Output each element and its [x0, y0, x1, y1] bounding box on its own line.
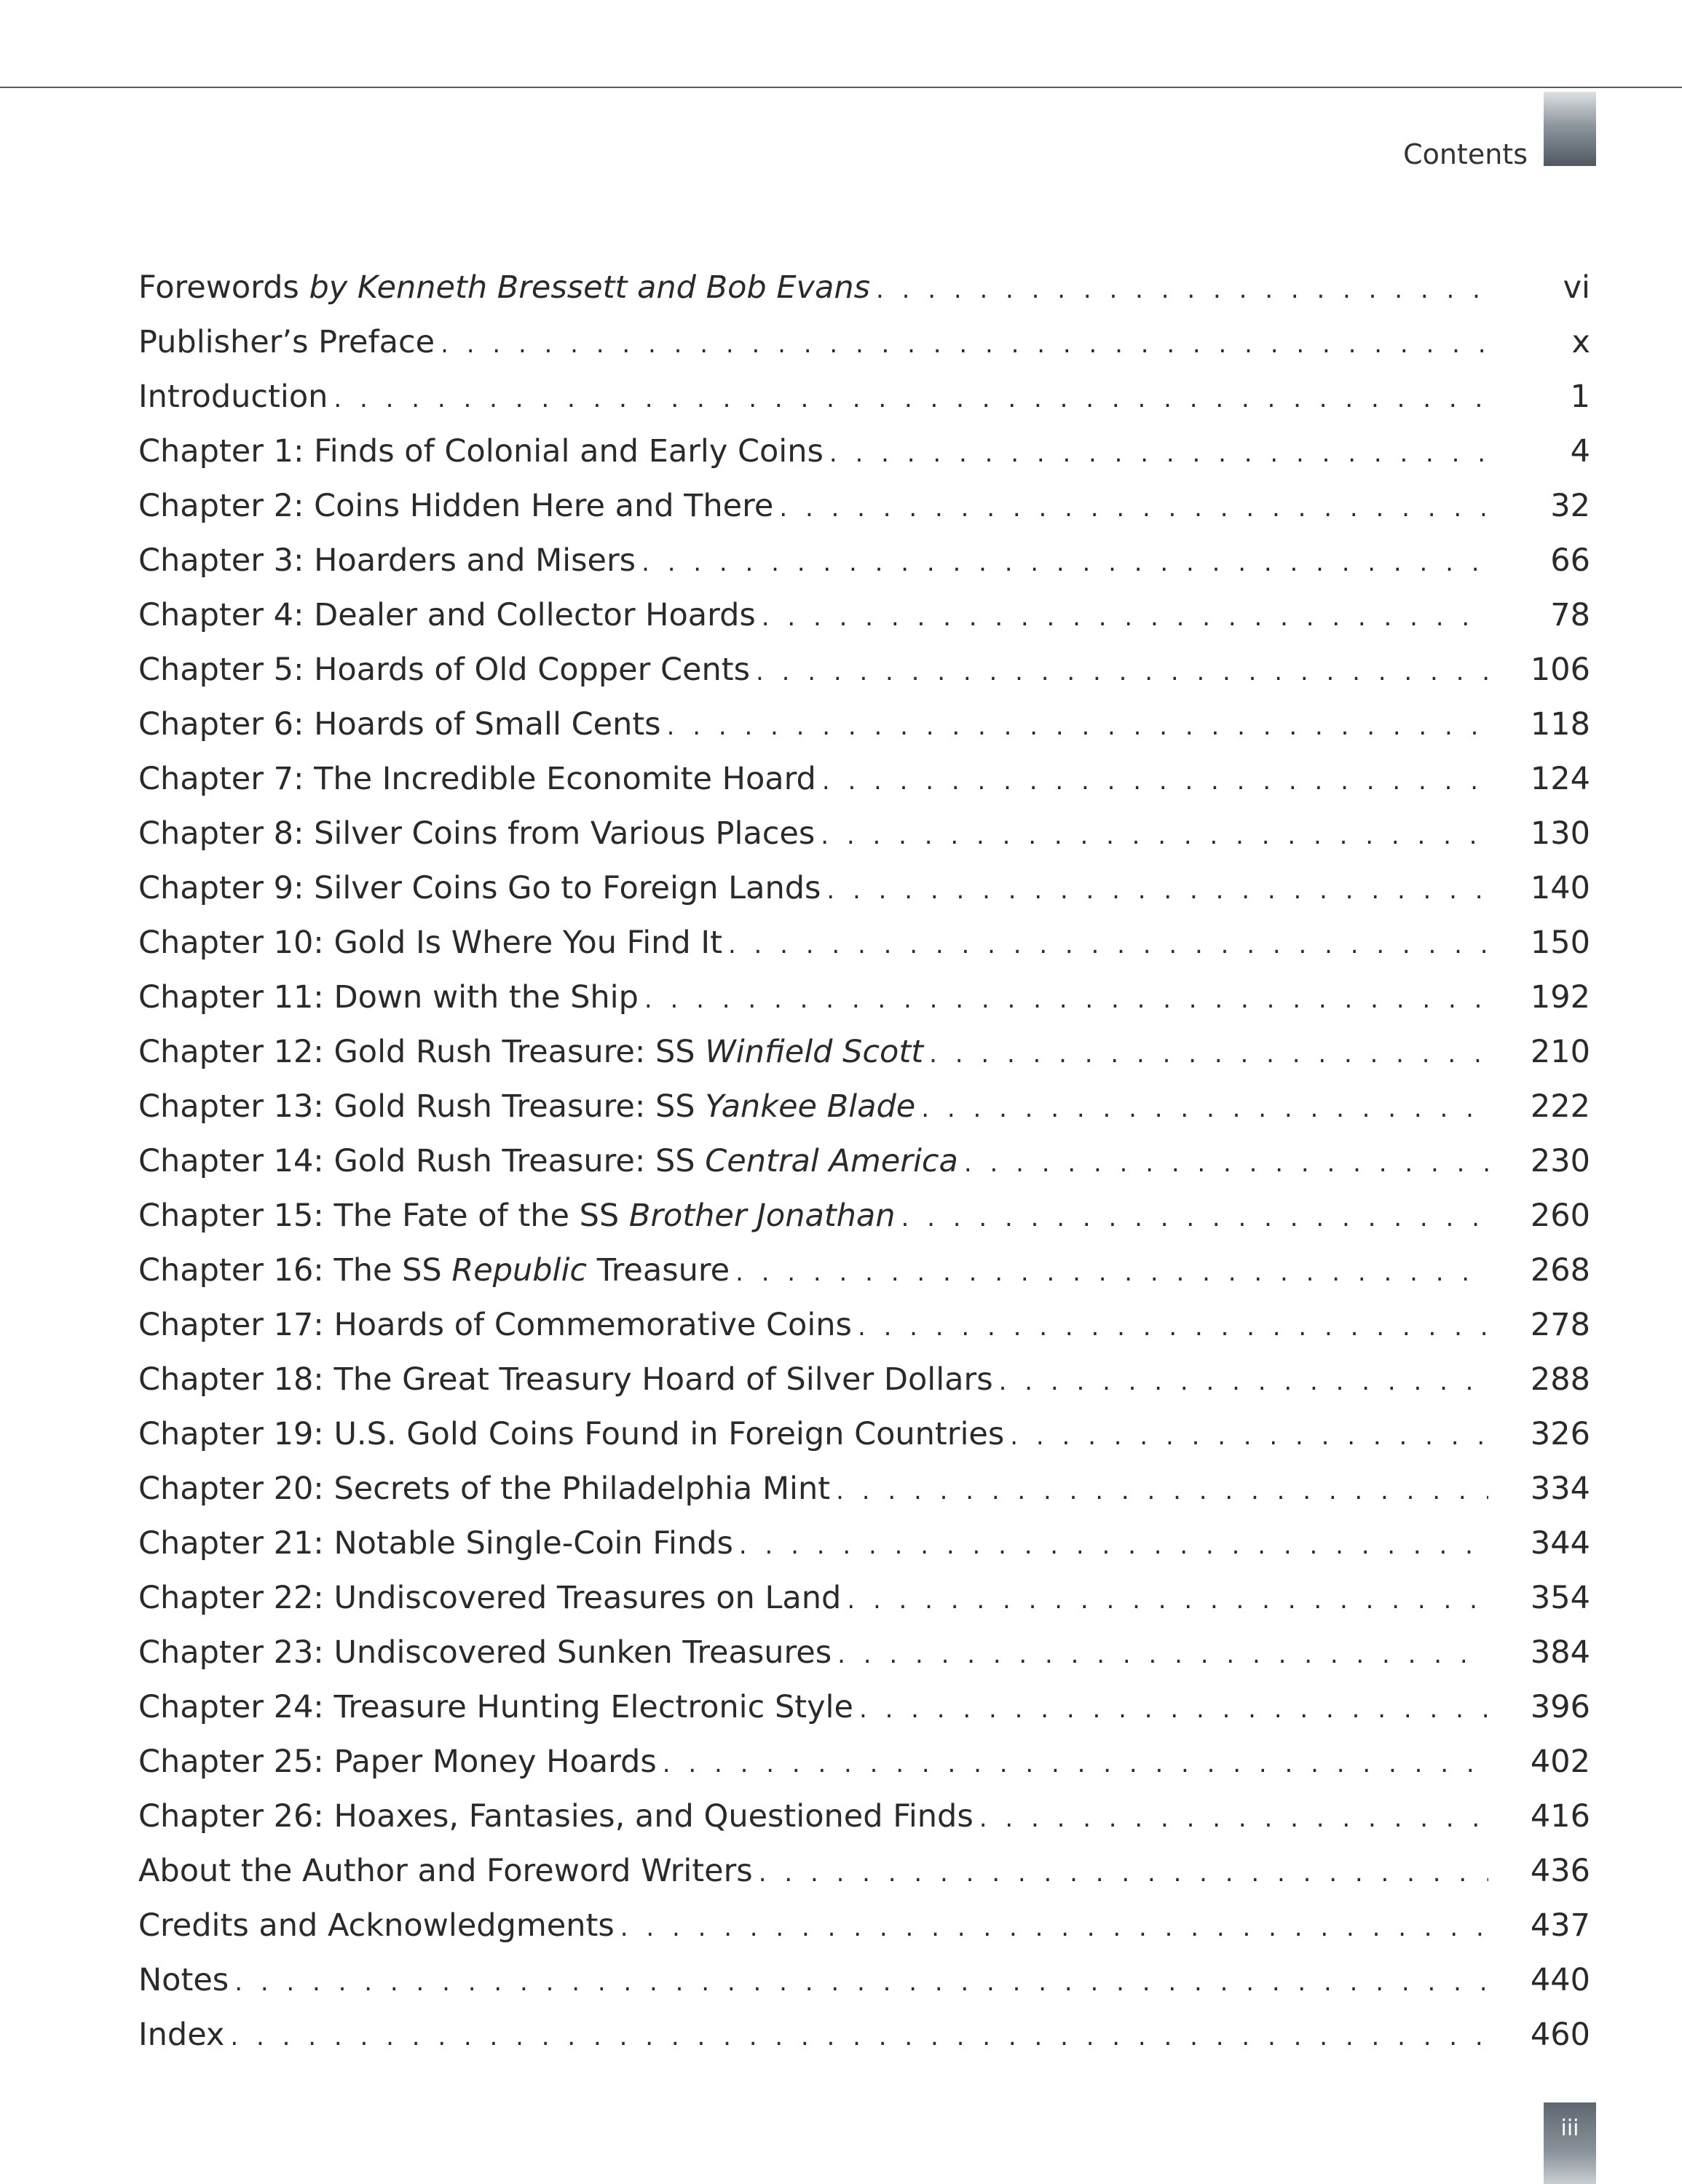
toc-entry-title-text: Chapter 24: Treasure Hunting Electronic Style [138, 1689, 853, 1725]
toc-entry-title [138, 697, 661, 752]
toc-entry-page: 268 [1530, 1252, 1590, 1289]
toc-entry-title-italic: Yankee Blade [705, 1088, 916, 1125]
running-head: Contents [1403, 138, 1528, 170]
toc-entry-title-text: Credits and Acknowledgments [138, 1907, 615, 1944]
toc-entry[interactable] [138, 916, 1590, 970]
toc-entry-title-text: Introduction [138, 379, 328, 415]
toc-entry[interactable] [138, 1025, 1590, 1080]
toc-entry-title [138, 1025, 923, 1080]
toc-entry[interactable] [138, 697, 1590, 752]
toc-entry-page: 460 [1530, 2017, 1590, 2053]
toc-entry[interactable] [138, 1735, 1590, 1789]
toc-entry[interactable] [138, 1462, 1590, 1516]
toc-entry-page: 416 [1530, 1798, 1590, 1835]
toc-entry-title-text: Forewords [138, 269, 309, 306]
toc-entry[interactable] [138, 1134, 1590, 1189]
toc-entry-title-text: Chapter 20: Secrets of the Philadelphia Mint [138, 1471, 831, 1507]
toc-entry-title [138, 315, 435, 370]
dot-leader [964, 1136, 1488, 1191]
toc-entry-page: 440 [1530, 1962, 1590, 1998]
toc-entry-page: 222 [1530, 1088, 1590, 1125]
toc-entry-title-italic: Winfield Scott [705, 1034, 924, 1070]
dot-leader [829, 427, 1488, 481]
toc-entry[interactable] [138, 1844, 1590, 1899]
toc-entry-title-text: Chapter 15: The Fate of the SS [138, 1198, 629, 1234]
dot-leader [859, 1682, 1488, 1737]
toc-entry-page: 436 [1530, 1853, 1590, 1889]
toc-entry-title-text: Chapter 1: Finds of Colonial and Early Coins [138, 433, 824, 470]
toc-entry-title [138, 588, 756, 643]
toc-entry[interactable] [138, 1353, 1590, 1407]
dot-leader [230, 2010, 1488, 2065]
toc-entry-title [138, 1680, 853, 1735]
toc-entry-title [138, 1844, 753, 1899]
header-rule [0, 87, 1682, 88]
toc-entry-title [138, 1626, 832, 1680]
toc-entry-page: 32 [1550, 488, 1590, 524]
dot-leader [663, 1737, 1488, 1792]
toc-entry-title [138, 807, 815, 861]
dot-leader [836, 1464, 1488, 1519]
toc-entry-title [138, 1735, 657, 1789]
toc-entry[interactable] [138, 424, 1590, 479]
toc-entry[interactable] [138, 1407, 1590, 1462]
toc-entry-title-text: Treasure [587, 1252, 730, 1289]
toc-entry-title-text: Chapter 18: The Great Treasury Hoard of Silver Dollars [138, 1361, 993, 1398]
toc-entry-page: 1 [1570, 379, 1590, 415]
toc-entry[interactable] [138, 861, 1590, 916]
toc-entry-page: 344 [1530, 1525, 1590, 1562]
toc-entry[interactable] [138, 1243, 1590, 1298]
toc-entry[interactable] [138, 2008, 1590, 2062]
toc-entry[interactable] [138, 261, 1590, 315]
toc-entry-title [138, 1189, 896, 1243]
toc-entry-title [138, 1462, 830, 1516]
toc-entry[interactable] [138, 1298, 1590, 1353]
toc-entry[interactable] [138, 1571, 1590, 1626]
toc-entry[interactable] [138, 479, 1590, 534]
toc-entry-title-italic: Brother Jonathan [628, 1198, 896, 1234]
toc-entry[interactable] [138, 643, 1590, 697]
toc-entry-page: 210 [1530, 1034, 1590, 1070]
toc-entry-title [138, 1899, 615, 1953]
toc-entry-title-text: Chapter 4: Dealer and Collector Hoards [138, 597, 756, 633]
toc-entry-title-text: Chapter 26: Hoaxes, Fantasies, and Questioned Finds [138, 1798, 974, 1835]
dot-leader [901, 1191, 1488, 1246]
toc-entry-title-italic: Republic [451, 1252, 588, 1289]
toc-entry-title [138, 479, 773, 534]
toc-entry-page: 326 [1530, 1416, 1590, 1452]
toc-entry-title [138, 1953, 229, 2008]
dot-leader [441, 317, 1488, 372]
dot-leader [762, 590, 1488, 645]
toc-entry[interactable] [138, 1516, 1590, 1571]
toc-entry[interactable] [138, 807, 1590, 861]
toc-entry[interactable] [138, 370, 1590, 424]
dot-leader [620, 1901, 1488, 1955]
toc-entry-title-text: Chapter 19: U.S. Gold Coins Found in Foreign Countries [138, 1416, 1005, 1452]
toc-entry-title-text: About the Author and Foreword Writers [138, 1853, 753, 1889]
toc-entry-title-text: Chapter 5: Hoards of Old Copper Cents [138, 652, 750, 688]
toc-entry-page: 118 [1530, 706, 1590, 743]
dot-leader [333, 372, 1488, 427]
toc-entry-page: x [1571, 324, 1590, 360]
dot-leader [847, 1573, 1488, 1628]
toc-entry-title [138, 2008, 224, 2062]
toc-entry-title [138, 861, 821, 916]
dot-leader [858, 1300, 1488, 1355]
toc-entry-title [138, 1516, 733, 1571]
toc-entry-title-text: Publisher’s Preface [138, 324, 435, 360]
toc-entry-title-text: Notes [138, 1962, 229, 1998]
toc-entry-title-text: Chapter 6: Hoards of Small Cents [138, 706, 661, 743]
toc-entry-title-text: Chapter 7: The Incredible Economite Hoard [138, 761, 816, 797]
dot-leader [822, 754, 1488, 809]
toc-entry-page: 354 [1530, 1580, 1590, 1616]
dot-leader [728, 918, 1488, 973]
toc-entry-title-text: Chapter 3: Hoarders and Misers [138, 542, 636, 579]
dot-leader [779, 481, 1488, 536]
folio-tab [1544, 2102, 1596, 2184]
dot-leader [929, 1027, 1488, 1082]
dot-leader [756, 645, 1488, 700]
dot-leader [821, 809, 1488, 863]
dot-leader [739, 1519, 1488, 1573]
toc-entry[interactable] [138, 752, 1590, 807]
toc-entry-title [138, 534, 636, 588]
toc-entry-page: 78 [1550, 597, 1590, 633]
toc-entry-page: vi [1563, 269, 1590, 306]
toc-entry-page: 260 [1530, 1198, 1590, 1234]
dot-leader [759, 1846, 1488, 1901]
toc-entry-title [138, 1298, 852, 1353]
toc-entry-title [138, 1407, 1004, 1462]
toc-entry-page: 130 [1530, 815, 1590, 852]
toc-entry-page: 278 [1530, 1307, 1590, 1343]
toc-entry-page: 384 [1530, 1634, 1590, 1671]
toc-entry[interactable] [138, 315, 1590, 370]
toc-entry-title [138, 1134, 958, 1189]
dot-leader [837, 1628, 1488, 1682]
dot-leader [921, 1082, 1488, 1136]
dot-leader [979, 1792, 1488, 1846]
toc-entry-title-text: Chapter 10: Gold Is Where You Find It [138, 925, 722, 961]
toc-entry-page: 140 [1530, 870, 1590, 906]
toc-entry[interactable] [138, 970, 1590, 1025]
toc-entry-page: 106 [1530, 652, 1590, 688]
toc-entry-title-text: Chapter 21: Notable Single-Coin Finds [138, 1525, 733, 1562]
toc-entry-title [138, 970, 639, 1025]
toc-entry-title-text: Chapter 12: Gold Rush Treasure: SS [138, 1034, 706, 1070]
toc-entry-title-text: Chapter 22: Undiscovered Treasures on Land [138, 1580, 842, 1616]
toc-entry[interactable] [138, 588, 1590, 643]
toc-entry-title [138, 1571, 841, 1626]
dot-leader [876, 263, 1488, 317]
toc-entry-page: 437 [1530, 1907, 1590, 1944]
toc-entry-title [138, 752, 816, 807]
toc-entry-title [138, 424, 824, 479]
toc-entry-page: 124 [1530, 761, 1590, 797]
toc-entry-page: 150 [1530, 925, 1590, 961]
toc-entry-title-text: Chapter 9: Silver Coins Go to Foreign Lands [138, 870, 821, 906]
toc-entry-title [138, 1789, 974, 1844]
dot-leader [1010, 1409, 1488, 1464]
toc-entry-title [138, 916, 722, 970]
toc-entry[interactable] [138, 1899, 1590, 1953]
toc-entry-page: 402 [1530, 1744, 1590, 1780]
toc-entry-page: 288 [1530, 1361, 1590, 1398]
toc-entry-title-italic: Central America [705, 1143, 958, 1179]
toc-entry-title-text: Chapter 23: Undiscovered Sunken Treasures [138, 1634, 832, 1671]
toc-entry-title-text: Chapter 17: Hoards of Commemorative Coins [138, 1307, 852, 1343]
toc-entry-title [138, 370, 328, 424]
dot-leader [999, 1355, 1488, 1409]
dot-leader [641, 536, 1488, 590]
toc-entry-title [138, 643, 750, 697]
toc-entry-page: 396 [1530, 1689, 1590, 1725]
dot-leader [644, 973, 1488, 1027]
dot-leader [735, 1246, 1488, 1300]
dot-leader [826, 863, 1488, 918]
toc-entry-title-text: Chapter 8: Silver Coins from Various Places [138, 815, 816, 852]
toc-entry-title-text: Chapter 14: Gold Rush Treasure: SS [138, 1143, 706, 1179]
toc-entry[interactable] [138, 1626, 1590, 1680]
page-number: iii [1560, 2116, 1579, 2141]
toc-entry-title-text: Chapter 11: Down with the Ship [138, 979, 639, 1016]
toc-entry-title [138, 1080, 915, 1134]
toc-entry-title-text: Chapter 2: Coins Hidden Here and There [138, 488, 774, 524]
header-tab-marker [1544, 92, 1596, 166]
toc-entry[interactable] [138, 534, 1590, 588]
toc-entry-page: 230 [1530, 1143, 1590, 1179]
toc-entry-title-text: Chapter 13: Gold Rush Treasure: SS [138, 1088, 706, 1125]
toc-entry[interactable] [138, 1789, 1590, 1844]
toc-entry[interactable] [138, 1680, 1590, 1735]
toc-entry-page: 4 [1570, 433, 1590, 470]
dot-leader [667, 700, 1488, 754]
toc-entry-title-text: Index [138, 2017, 225, 2053]
toc-entry-title [138, 1353, 993, 1407]
toc-entry[interactable] [138, 1080, 1590, 1134]
toc-entry-page: 334 [1530, 1471, 1590, 1507]
dot-leader [234, 1955, 1488, 2010]
table-of-contents [138, 261, 1590, 2062]
toc-entry[interactable] [138, 1953, 1590, 2008]
toc-entry-title-text: Chapter 16: The SS [138, 1252, 452, 1289]
toc-entry-title [138, 261, 870, 315]
toc-entry-title-italic: by Kenneth Bressett and Bob Evans [309, 269, 870, 306]
toc-entry-title-text: Chapter 25: Paper Money Hoards [138, 1744, 657, 1780]
toc-entry-page: 66 [1550, 542, 1590, 579]
toc-entry-page: 192 [1530, 979, 1590, 1016]
toc-entry[interactable] [138, 1189, 1590, 1243]
toc-entry-title [138, 1243, 730, 1298]
